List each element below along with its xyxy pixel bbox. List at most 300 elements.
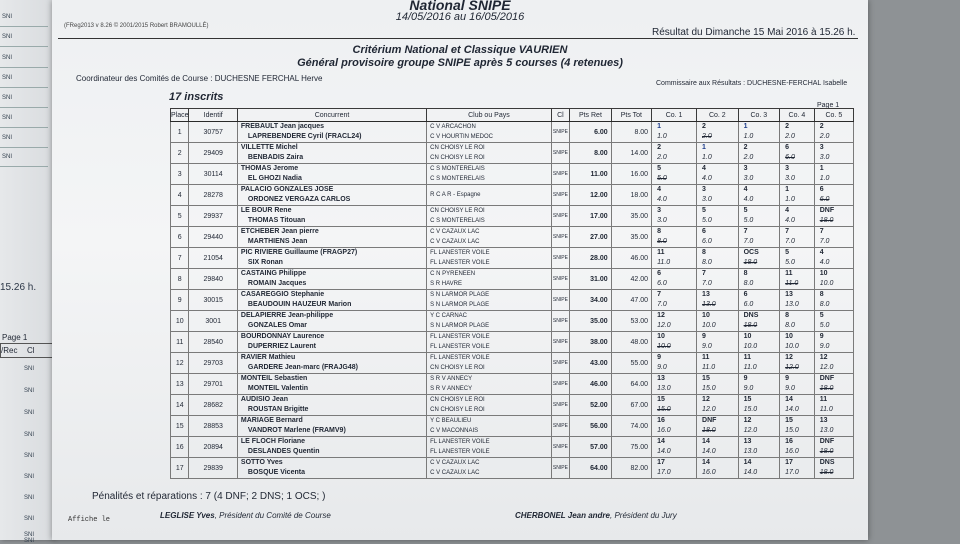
helm-name: THOMAS Jerome bbox=[240, 165, 299, 172]
background-col-rec: /Rec bbox=[1, 346, 18, 355]
race-1-cell bbox=[652, 122, 697, 143]
helm-club: S R V ANNECY bbox=[430, 376, 473, 382]
helm-name: LE FLOCH Floriane bbox=[240, 438, 306, 445]
race-rank: 1 bbox=[657, 123, 661, 130]
race-3-cell bbox=[738, 290, 780, 311]
helm-name: SOTTO Yves bbox=[240, 459, 283, 466]
club-cell bbox=[427, 395, 552, 416]
helm-name: PIC RIVIERE Guillaume (FRAGP27) bbox=[240, 249, 358, 256]
race-5-cell bbox=[814, 206, 853, 227]
race-rank: 15 bbox=[702, 375, 710, 382]
race-4-cell bbox=[780, 458, 815, 479]
race-points: 14.0 bbox=[657, 448, 671, 455]
race-points: 10.0 bbox=[657, 343, 671, 350]
race-1-cell bbox=[652, 353, 697, 374]
sail-number-cell: 28682 bbox=[189, 395, 237, 416]
competitor-cell bbox=[237, 458, 426, 479]
sail-number-cell: 29937 bbox=[189, 206, 237, 227]
race-1-cell bbox=[652, 290, 697, 311]
race-rank: 4 bbox=[819, 249, 824, 256]
race-2-cell bbox=[697, 248, 739, 269]
points-total-cell: 42.00 bbox=[611, 269, 651, 290]
helm-name: LE BOUR Rene bbox=[240, 207, 292, 214]
race-5-cell bbox=[814, 458, 853, 479]
race-rank: 3 bbox=[702, 186, 706, 193]
race-points: 18.0 bbox=[743, 322, 758, 329]
club-cell bbox=[427, 206, 552, 227]
helm-club: FL LANESTER VOILE bbox=[430, 439, 490, 445]
race-4-cell bbox=[780, 290, 815, 311]
race-points: 1.0 bbox=[743, 133, 754, 140]
competitor-cell bbox=[237, 122, 426, 143]
helm-club: C V CAZAUX LAC bbox=[430, 229, 480, 235]
background-row-line bbox=[0, 26, 48, 27]
race-rank: 15 bbox=[743, 396, 752, 403]
race-rank: 3 bbox=[657, 207, 661, 214]
race-points: 15.0 bbox=[743, 406, 758, 413]
race-2-cell bbox=[697, 143, 739, 164]
points-total-cell: 82.00 bbox=[611, 458, 651, 479]
race-points: 8.0 bbox=[743, 280, 754, 287]
race-points: 4.0 bbox=[702, 175, 712, 182]
race-points: 6.0 bbox=[785, 154, 795, 161]
class-cell: SNIPE bbox=[551, 395, 569, 416]
race-rank: 5 bbox=[657, 165, 661, 172]
race-4-cell bbox=[780, 311, 815, 332]
points-retained-cell: 35.00 bbox=[570, 311, 612, 332]
col-identif: Identif bbox=[189, 109, 237, 122]
race-points: 2.0 bbox=[702, 133, 712, 140]
penalties-summary: Pénalités et réparations : 7 (4 DNF; 2 DNS; 1 OCS; ) bbox=[92, 491, 326, 502]
race-rank: 4 bbox=[743, 186, 748, 193]
race-points: 7.0 bbox=[785, 238, 795, 245]
race-rank: 4 bbox=[702, 165, 706, 172]
sail-number-cell: 21054 bbox=[189, 248, 237, 269]
crew-name: BENBADIS Zaira bbox=[247, 154, 304, 161]
table-row bbox=[171, 437, 854, 458]
race-rank: 7 bbox=[702, 270, 706, 277]
crew-club: FL LANESTER VOILE bbox=[430, 449, 490, 455]
club-cell bbox=[427, 353, 552, 374]
race-4-cell bbox=[780, 332, 815, 353]
helm-club: C S MONTERELAIS bbox=[430, 166, 485, 172]
race-rank: 10 bbox=[785, 333, 793, 340]
race-3-cell bbox=[738, 416, 780, 437]
race-rank: 2 bbox=[702, 123, 706, 130]
helm-club: C N PYRENEEN bbox=[430, 271, 476, 277]
helm-club: FL LANESTER VOILE bbox=[430, 250, 490, 256]
race-rank: 8 bbox=[702, 249, 706, 256]
sail-number-cell: 28853 bbox=[189, 416, 237, 437]
race-rank: 8 bbox=[743, 270, 748, 277]
race-points: 2.0 bbox=[819, 133, 830, 140]
place-cell: 14 bbox=[171, 395, 189, 416]
class-cell: SNIPE bbox=[551, 416, 569, 437]
race-rank: 11 bbox=[657, 249, 665, 256]
helm-club: Y C CARNAC bbox=[430, 313, 468, 319]
race-1-cell bbox=[652, 248, 697, 269]
points-retained-cell: 38.00 bbox=[570, 332, 612, 353]
race-rank: 5 bbox=[743, 207, 748, 214]
race-5-cell bbox=[814, 353, 853, 374]
class-cell: SNIPE bbox=[551, 332, 569, 353]
background-table-header bbox=[0, 343, 54, 358]
race-3-cell bbox=[738, 122, 780, 143]
race-rank: DNS bbox=[743, 312, 759, 319]
race-1-cell bbox=[652, 185, 697, 206]
class-cell: SNIPE bbox=[551, 185, 569, 206]
race-points: 17.0 bbox=[785, 469, 799, 476]
race-1-cell bbox=[652, 311, 697, 332]
race-4-cell bbox=[780, 437, 815, 458]
helm-name: CASTAING Philippe bbox=[240, 270, 307, 277]
place-cell: 4 bbox=[171, 185, 189, 206]
competitor-cell bbox=[237, 248, 426, 269]
entrants-count: 17 inscrits bbox=[169, 91, 224, 103]
race-points: 9.0 bbox=[743, 385, 754, 392]
class-cell: SNIPE bbox=[551, 122, 569, 143]
points-retained-cell: 57.00 bbox=[570, 437, 612, 458]
race-1-cell bbox=[652, 374, 697, 395]
race-points: 3.0 bbox=[785, 175, 795, 182]
race-points: 1.0 bbox=[702, 154, 712, 161]
crew-name: ROMAIN Jacques bbox=[247, 280, 307, 287]
points-retained-cell: 11.00 bbox=[570, 164, 612, 185]
race-rank: 6 bbox=[702, 228, 706, 235]
crew-name: GARDERE Jean-marc (FRAJG48) bbox=[247, 364, 358, 371]
race-rank: 11 bbox=[819, 396, 828, 403]
club-cell bbox=[427, 164, 552, 185]
race-points: 17.0 bbox=[657, 469, 671, 476]
helm-name: CASAREGGIO Stephanie bbox=[240, 291, 325, 298]
race-rank: 14 bbox=[743, 459, 752, 466]
race-rank: 15 bbox=[657, 396, 665, 403]
sail-number-cell: 3001 bbox=[189, 311, 237, 332]
background-page-label: Page 1 bbox=[2, 333, 28, 342]
class-cell: SNIPE bbox=[551, 206, 569, 227]
points-retained-cell: 46.00 bbox=[570, 374, 612, 395]
race-1-cell bbox=[652, 416, 697, 437]
race-points: 18.0 bbox=[819, 217, 834, 224]
race-rank: 2 bbox=[785, 123, 790, 130]
race-points: 15.0 bbox=[702, 385, 716, 392]
race-points: 16.0 bbox=[657, 427, 671, 434]
club-cell bbox=[427, 143, 552, 164]
table-row bbox=[171, 206, 854, 227]
helm-name: AUDISIO Jean bbox=[240, 396, 288, 403]
points-total-cell: 8.00 bbox=[611, 122, 651, 143]
race-rank: 10 bbox=[657, 333, 665, 340]
background-class-label: SNI bbox=[24, 410, 35, 416]
race-rank: 9 bbox=[785, 375, 790, 382]
race-2-cell bbox=[697, 416, 739, 437]
race-3-cell bbox=[738, 458, 780, 479]
sail-number-cell: 20894 bbox=[189, 437, 237, 458]
race-5-cell bbox=[814, 248, 853, 269]
class-cell: SNIPE bbox=[551, 164, 569, 185]
race-3-cell bbox=[738, 143, 780, 164]
crew-name: ROUSTAN Brigitte bbox=[247, 406, 309, 413]
background-row-line bbox=[0, 166, 48, 167]
place-cell: 5 bbox=[171, 206, 189, 227]
col-race-3: Co. 3 bbox=[738, 109, 780, 122]
place-cell: 8 bbox=[171, 269, 189, 290]
col-class: Cl bbox=[551, 109, 569, 122]
place-cell: 11 bbox=[171, 332, 189, 353]
club-cell bbox=[427, 185, 552, 206]
race-points: 7.0 bbox=[743, 238, 754, 245]
race-4-cell bbox=[780, 164, 815, 185]
race-points: 11.0 bbox=[743, 364, 757, 371]
sail-number-cell: 30015 bbox=[189, 290, 237, 311]
race-points: 11.0 bbox=[819, 406, 833, 413]
race-points: 18.0 bbox=[819, 469, 834, 476]
helm-name: BOURDONNAY Laurence bbox=[240, 333, 325, 340]
race-5-cell bbox=[814, 122, 853, 143]
race-3-cell bbox=[738, 206, 780, 227]
club-cell bbox=[427, 290, 552, 311]
race-4-cell bbox=[780, 206, 815, 227]
background-class-label: SNI bbox=[24, 532, 35, 538]
race-3-cell bbox=[738, 185, 780, 206]
helm-club: S N LARMOR PLAGE bbox=[430, 292, 490, 298]
race-rank: 2 bbox=[819, 123, 824, 130]
race-rank: DNF bbox=[819, 375, 835, 382]
race-rank: 11 bbox=[785, 270, 793, 277]
race-1-cell bbox=[652, 269, 697, 290]
race-5-cell bbox=[814, 395, 853, 416]
race-points: 14.0 bbox=[785, 406, 799, 413]
crew-club: CN CHOISY LE ROI bbox=[430, 407, 485, 413]
points-total-cell: 75.00 bbox=[611, 437, 651, 458]
col-place: Place bbox=[171, 109, 189, 122]
race-5-cell bbox=[814, 416, 853, 437]
race-2-cell bbox=[697, 164, 739, 185]
place-cell: 6 bbox=[171, 227, 189, 248]
result-date: Résultat du Dimanche 15 Mai 2016 à 15.26 h. bbox=[652, 27, 856, 38]
race-points: 2.0 bbox=[657, 154, 667, 161]
race-rank: 10 bbox=[702, 312, 710, 319]
points-total-cell: 53.00 bbox=[611, 311, 651, 332]
background-row-line bbox=[0, 67, 48, 68]
race-points: 13.0 bbox=[657, 385, 671, 392]
place-cell: 10 bbox=[171, 311, 189, 332]
background-class-label: SNI bbox=[24, 538, 35, 544]
race-3-cell bbox=[738, 248, 780, 269]
crew-club: C V CAZAUX LAC bbox=[430, 470, 480, 476]
table-row bbox=[171, 248, 854, 269]
helm-club: R C A R - Espagne bbox=[430, 192, 481, 198]
race-rank: 12 bbox=[743, 417, 752, 424]
race-1-cell bbox=[652, 206, 697, 227]
helm-name: ETCHEBER Jean pierre bbox=[240, 228, 319, 235]
race-rank: 2 bbox=[743, 144, 748, 151]
points-total-cell: 67.00 bbox=[611, 395, 651, 416]
race-rank: 11 bbox=[702, 354, 710, 361]
race-points: 5.0 bbox=[702, 217, 712, 224]
race-points: 18.0 bbox=[702, 427, 716, 434]
table-row bbox=[171, 332, 854, 353]
race-committee-president bbox=[160, 511, 331, 520]
club-cell bbox=[427, 332, 552, 353]
helm-name: RAVIER Mathieu bbox=[240, 354, 296, 361]
table-row bbox=[171, 227, 854, 248]
race-rank: 6 bbox=[743, 291, 748, 298]
competitor-cell bbox=[237, 143, 426, 164]
col-pts-tot: Pts Tot bbox=[611, 109, 651, 122]
software-version: (FReg2013 v 8.26 © 2001/2015 Robert BRAMOULLÉ) bbox=[64, 23, 209, 29]
race-rank: DNF bbox=[819, 207, 835, 214]
table-row bbox=[171, 269, 854, 290]
background-class-label: SNI bbox=[2, 115, 13, 121]
race-rank: 13 bbox=[657, 375, 665, 382]
competitor-cell bbox=[237, 185, 426, 206]
race-rank: 6 bbox=[657, 270, 661, 277]
competitor-cell bbox=[237, 395, 426, 416]
race-points: 9.0 bbox=[657, 364, 667, 371]
race-points: 5.0 bbox=[743, 217, 754, 224]
race-rank: 5 bbox=[819, 312, 824, 319]
race-3-cell bbox=[738, 353, 780, 374]
page-number: Page 1 bbox=[817, 102, 840, 109]
competitor-cell bbox=[237, 374, 426, 395]
background-row-line bbox=[0, 147, 48, 148]
race-4-cell bbox=[780, 374, 815, 395]
club-cell bbox=[427, 248, 552, 269]
race-points: 12.0 bbox=[743, 427, 758, 434]
background-class-label: SNI bbox=[2, 55, 13, 61]
race-3-cell bbox=[738, 311, 780, 332]
background-row-line bbox=[0, 127, 48, 128]
race-4-cell bbox=[780, 143, 815, 164]
event-dates: 14/05/2016 au 16/05/2016 bbox=[395, 11, 525, 23]
race-rank: 12 bbox=[657, 312, 665, 319]
race-points: 6.0 bbox=[819, 196, 830, 203]
helm-club: C V ARCACHON bbox=[430, 124, 476, 130]
background-class-label: SNI bbox=[24, 366, 35, 372]
crew-name: GONZALES Omar bbox=[247, 322, 308, 329]
points-total-cell: 64.00 bbox=[611, 374, 651, 395]
race-rank: 12 bbox=[702, 396, 710, 403]
background-class-label: SNI bbox=[24, 432, 35, 438]
crew-name: DUPERRIEZ Laurent bbox=[247, 343, 316, 350]
club-cell bbox=[427, 416, 552, 437]
header-divider bbox=[58, 38, 858, 39]
race-4-cell bbox=[780, 395, 815, 416]
crew-name: DESLANDES Quentin bbox=[247, 448, 320, 455]
race-2-cell bbox=[697, 332, 739, 353]
col-concurrent: Concurrent bbox=[237, 109, 426, 122]
class-cell: SNIPE bbox=[551, 353, 569, 374]
helm-name: MONTEIL Sebastien bbox=[240, 375, 308, 382]
helm-club: CN CHOISY LE ROI bbox=[430, 208, 485, 214]
race-rank: 9 bbox=[702, 333, 706, 340]
race-4-cell bbox=[780, 122, 815, 143]
coordinator: Coordinateur des Comités de Course : DUCHESNE FERCHAL Herve bbox=[76, 74, 323, 83]
race-rank: 10 bbox=[819, 270, 828, 277]
race-5-cell bbox=[814, 311, 853, 332]
table-row bbox=[171, 416, 854, 437]
race-rank: 7 bbox=[657, 291, 661, 298]
club-cell bbox=[427, 227, 552, 248]
race-points: 7.0 bbox=[819, 238, 830, 245]
points-total-cell: 16.00 bbox=[611, 164, 651, 185]
col-race-2: Co. 2 bbox=[697, 109, 739, 122]
race-rank: 3 bbox=[785, 165, 790, 172]
col-race-1: Co. 1 bbox=[652, 109, 697, 122]
race-4-cell bbox=[780, 185, 815, 206]
race-rank: DNS bbox=[819, 459, 835, 466]
helm-name: PALACIO GONZALES JOSE bbox=[240, 186, 334, 193]
race-2-cell bbox=[697, 458, 739, 479]
race-points: 9.0 bbox=[702, 343, 712, 350]
race-5-cell bbox=[814, 143, 853, 164]
crew-name: MONTEIL Valentin bbox=[247, 385, 309, 392]
race-points: 2.0 bbox=[785, 133, 795, 140]
race-2-cell bbox=[697, 185, 739, 206]
race-points: 10.0 bbox=[702, 322, 716, 329]
race-rank: 13 bbox=[819, 417, 828, 424]
crew-club: C V HOURTIN MEDOC bbox=[430, 134, 494, 140]
race-5-cell bbox=[814, 269, 853, 290]
col-club: Club ou Pays bbox=[427, 109, 552, 122]
helm-name: FREBAULT Jean jacques bbox=[240, 123, 325, 130]
race-1-cell bbox=[652, 395, 697, 416]
race-3-cell bbox=[738, 332, 780, 353]
event-title: National SNIPE bbox=[409, 0, 511, 13]
race-2-cell bbox=[697, 395, 739, 416]
race-points: 3.0 bbox=[657, 217, 667, 224]
points-total-cell: 14.00 bbox=[611, 143, 651, 164]
race-points: 16.0 bbox=[702, 469, 716, 476]
race-5-cell bbox=[814, 332, 853, 353]
race-points: 14.0 bbox=[702, 448, 716, 455]
sail-number-cell: 29840 bbox=[189, 269, 237, 290]
class-cell: SNIPE bbox=[551, 458, 569, 479]
crew-club: CN CHOISY LE ROI bbox=[430, 365, 485, 371]
race-rank: 1 bbox=[702, 144, 706, 151]
race-rank: 6 bbox=[819, 186, 824, 193]
club-cell bbox=[427, 374, 552, 395]
race-points: 16.0 bbox=[785, 448, 799, 455]
helm-club: C V CAZAUX LAC bbox=[430, 460, 480, 466]
race-5-cell bbox=[814, 437, 853, 458]
race-rank: 9 bbox=[743, 375, 748, 382]
race-5-cell bbox=[814, 374, 853, 395]
crew-club: S R V ANNECY bbox=[430, 386, 473, 392]
points-retained-cell: 27.00 bbox=[570, 227, 612, 248]
race-3-cell bbox=[738, 374, 780, 395]
sail-number-cell: 30114 bbox=[189, 164, 237, 185]
race-points: 9.0 bbox=[785, 385, 795, 392]
race-points: 5.0 bbox=[785, 259, 795, 266]
points-retained-cell: 52.00 bbox=[570, 395, 612, 416]
race-2-cell bbox=[697, 353, 739, 374]
competitor-cell bbox=[237, 332, 426, 353]
competitor-cell bbox=[237, 416, 426, 437]
sail-number-cell: 29839 bbox=[189, 458, 237, 479]
race-points: 13.0 bbox=[785, 301, 799, 308]
col-race-5: Co. 5 bbox=[814, 109, 853, 122]
points-retained-cell: 31.00 bbox=[570, 269, 612, 290]
race-4-cell bbox=[780, 353, 815, 374]
class-cell: SNIPE bbox=[551, 311, 569, 332]
race-rank: 8 bbox=[657, 228, 661, 235]
race-rank: 5 bbox=[702, 207, 706, 214]
race-2-cell bbox=[697, 227, 739, 248]
race-rank: 3 bbox=[819, 144, 824, 151]
table-row bbox=[171, 353, 854, 374]
